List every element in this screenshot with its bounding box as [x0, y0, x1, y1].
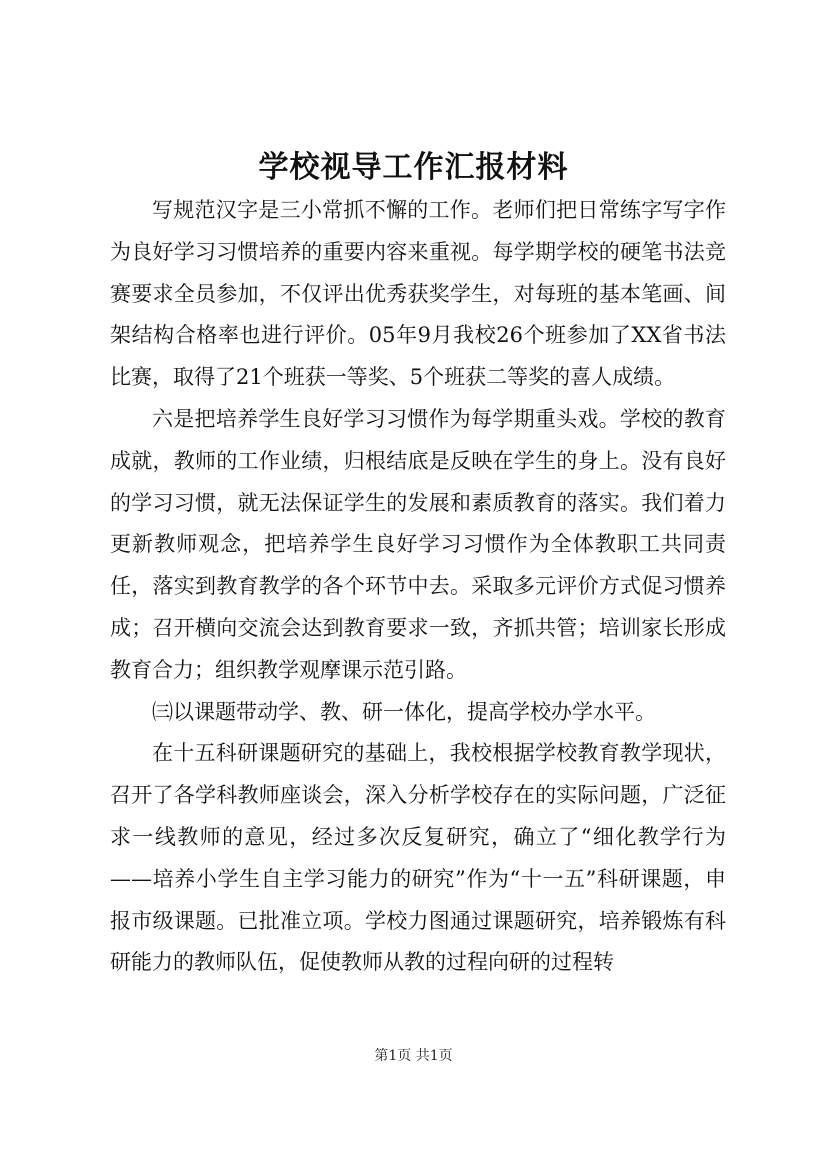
paragraph-3: ㈢以课题带动学、教、研一体化，提高学校办学水平。: [152, 699, 656, 724]
paragraph-4: 在十五科研课题研究的基础上，我校根据学校教育教学现状，召开了各学科教师座谈会，深入分析学校存在的实际问题，广泛征求一线教师的意见，经过多次反复研究，确立了“细化教学行为——培养小学生自主学习能力的研究”作为“十一五”科研课题，申报市级课题。已批准立项。学校力图通过课题研究，培养锻炼有科研能力的教师队伍，促使教师从教的过程向研的过程转: [110, 741, 726, 975]
page-footer: 第1页 共1页: [374, 1048, 453, 1064]
document-title: 学校视导工作汇报材料: [258, 150, 569, 185]
paragraph-2: 六是把培养学生良好学习习惯作为每学期重头戏。学校的教育成就，教师的工作业绩，归根结底是反映在学生的身上。没有良好的学习习惯，就无法保证学生的发展和素质教育的落实。我们着力更新教师观念，把培养学生良好学习习惯作为全体教职工共同责任，落实到教育教学的各个环节中去。采取多元评价方式促习惯养成；召开横向交流会达到教育要求一致，齐抓共管；培训家长形成教育合力；组织教学观摩课示范引路。: [110, 406, 726, 682]
paragraph-1: 写规范汉字是三小常抓不懈的工作。老师们把日常练字写字作为良好学习习惯培养的重要内容来重视。每学期学校的硬笔书法竞赛要求全员参加，不仅评出优秀获奖学生，对每班的基本笔画、间架结构合格率也进行评价。05年9月我校26个班参加了XX省书法比赛，取得了21个班获一等奖、5个班获二等奖的喜人成绩。: [110, 198, 726, 390]
document-body: [110, 190, 726, 984]
